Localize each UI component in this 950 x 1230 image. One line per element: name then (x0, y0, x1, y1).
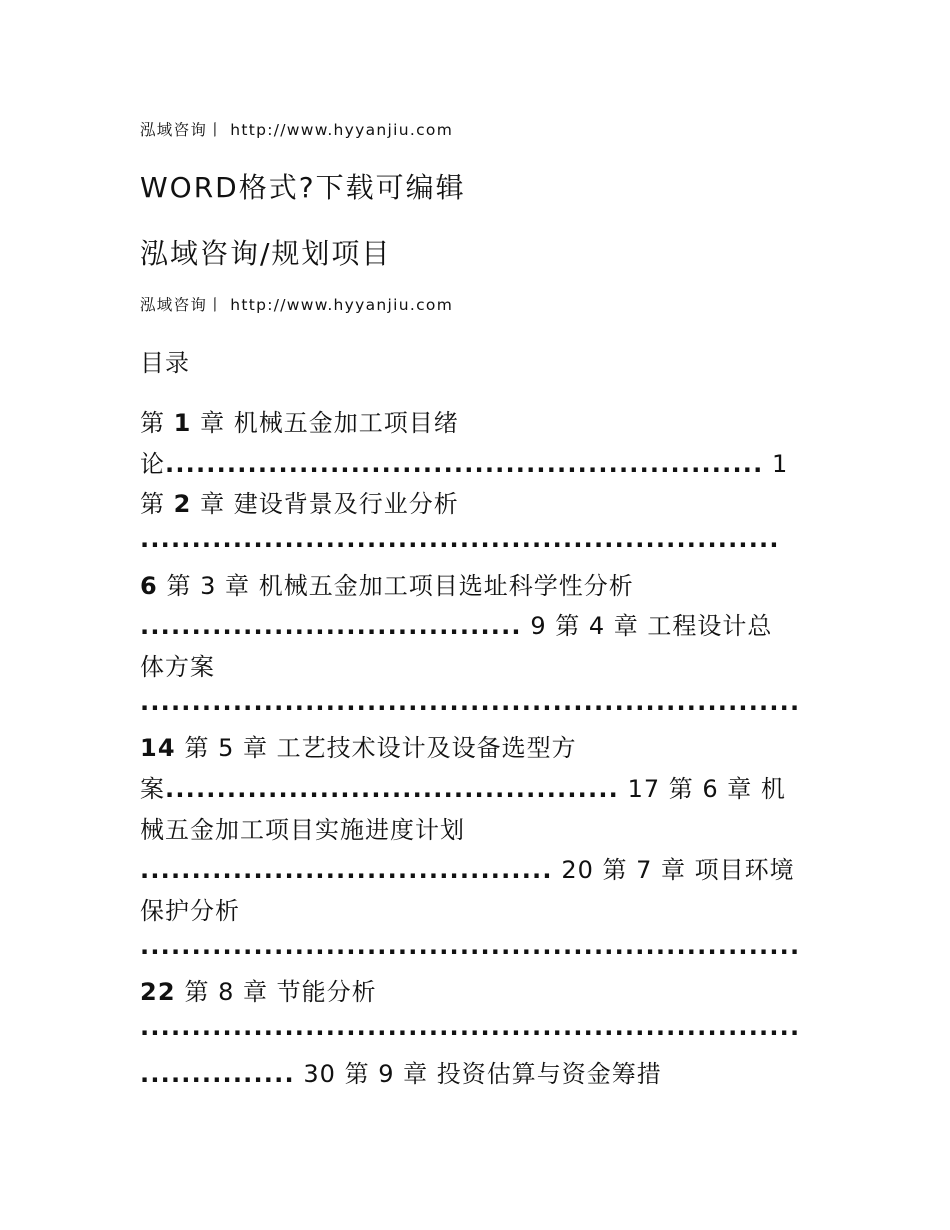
toc-heading: 目录 (140, 349, 190, 377)
toc-line (140, 1013, 800, 1041)
toc-chapter-number: 2 (173, 490, 192, 518)
toc-line (140, 728, 577, 763)
toc-line (140, 647, 215, 682)
toc-text: 章 建设背景及行业分析 (191, 490, 459, 518)
toc-text: 体方案 (140, 653, 215, 681)
toc-line (140, 688, 800, 716)
toc-leader-dots: .......................................................... (165, 450, 764, 478)
toc-leader-dots: ..................................... (140, 612, 522, 640)
toc-page-ref: 30 第 9 章 投资估算与资金筹措 (294, 1060, 662, 1088)
toc-page-ref: 20 第 7 章 项目环境 (552, 856, 795, 884)
toc-text: 章 机械五金加工项目绪 (191, 409, 459, 437)
toc-line (140, 972, 377, 1007)
toc-leader-dots: ................................................................ (140, 1013, 801, 1041)
toc-text: 14 (140, 734, 176, 762)
toc-line (140, 606, 772, 641)
toc-text: 保护分析 (140, 897, 240, 925)
header-line-2: 泓域咨询丨 http://www.hyyanjiu.com (140, 296, 454, 314)
toc-line (140, 566, 634, 601)
toc-leader-dots: ................................................................ (140, 688, 801, 716)
toc-leader-dots: ................................................................ (140, 932, 801, 960)
toc-text: 案 (140, 775, 165, 803)
toc-line (140, 810, 465, 845)
toc-line (140, 932, 800, 960)
toc-leader-dots: .............................................................. (140, 525, 780, 553)
toc-page-ref: 1 (763, 450, 789, 478)
toc-text: 第 8 章 节能分析 (175, 978, 377, 1006)
toc-text: 第 (140, 409, 174, 437)
toc-page-ref: 17 第 6 章 机 (618, 775, 786, 803)
toc-line (140, 403, 459, 438)
toc-line (140, 891, 240, 926)
toc-leader-dots: ............... (140, 1060, 295, 1088)
toc-text: 论 (140, 450, 165, 478)
toc-page-ref: 9 第 4 章 工程设计总 (521, 612, 773, 640)
toc-leader-dots: ............................................ (165, 775, 619, 803)
toc-text: 第 (140, 490, 174, 518)
title-word-format: WORD格式?下载可编辑 (140, 171, 466, 204)
toc-line (140, 444, 788, 479)
toc-chapter-number: 1 (173, 409, 192, 437)
toc-line (140, 525, 780, 553)
toc-leader-dots: ........................................ (140, 856, 553, 884)
toc-line (140, 484, 459, 519)
toc-text: 械五金加工项目实施进度计划 (140, 816, 465, 844)
toc-text: 22 (140, 978, 176, 1006)
toc-line (140, 1054, 662, 1089)
toc-text: 第 3 章 机械五金加工项目选址科学性分析 (157, 572, 634, 600)
toc-line (140, 769, 786, 804)
header-line-1: 泓域咨询丨 http://www.hyyanjiu.com (140, 121, 454, 139)
toc-text: 6 (140, 572, 158, 600)
title-planning-project: 泓域咨询/规划项目 (140, 237, 392, 270)
toc-line (140, 850, 795, 885)
toc-text: 第 5 章 工艺技术设计及设备选型方 (175, 734, 577, 762)
